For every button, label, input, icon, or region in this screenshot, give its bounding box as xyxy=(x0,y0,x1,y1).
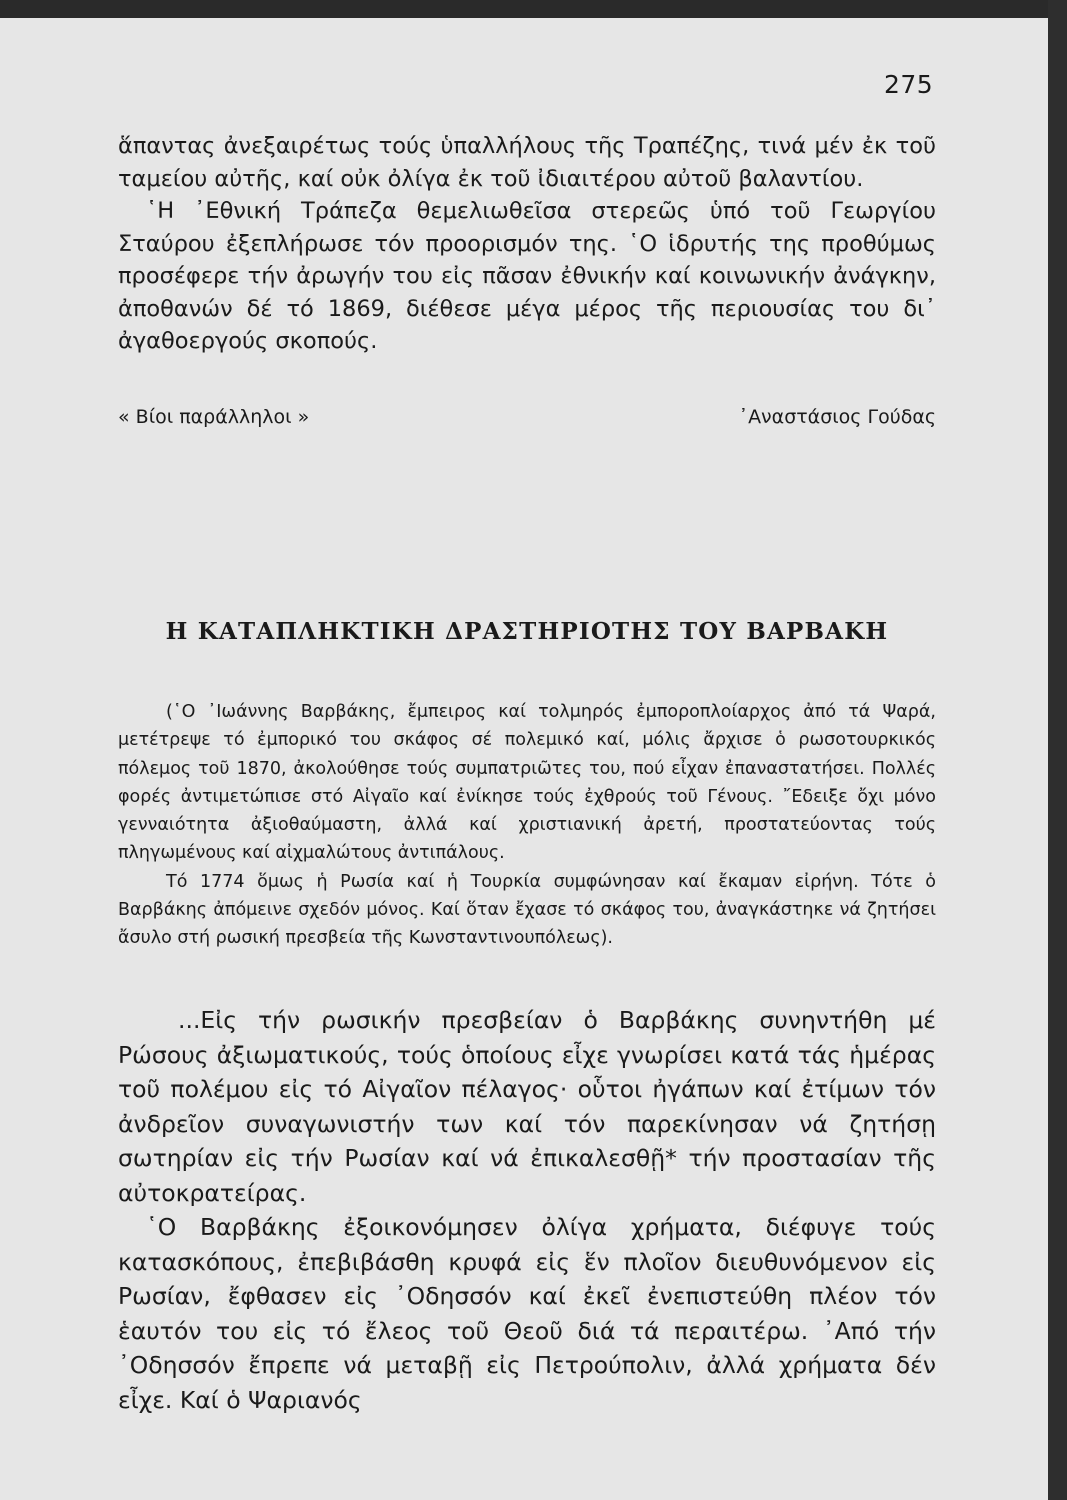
first-section-text xyxy=(118,130,936,358)
source-title: « Βίοι παράλληλοι » xyxy=(118,406,310,428)
scan-top-edge xyxy=(0,0,1067,18)
intro-paragraph: Τό 1774 ὅμως ἡ Ρωσία καί ἡ Τουρκία συμφώνησαν καί ἔκαμαν εἰρήνη. Τότε ὁ Βαρβάκης ἀπόμεινε σχεδόν μόνος. Καί ὅταν ἔχασε τό σκάφος του, ἀναγκάστηκε νά ζητήσει ἄσυλο στή ρωσική πρεσβεία τῆς Κωνσταντινουπόλεως). xyxy=(118,871,936,949)
book-page xyxy=(0,18,1048,1500)
intro-block xyxy=(118,698,936,953)
scan-right-edge xyxy=(1048,0,1067,1500)
page-number: 275 xyxy=(884,70,934,99)
paragraph: ...Εἰς τήν ρωσικήν πρεσβείαν ὁ Βαρβάκης συνηντήθη μέ Ρώσους ἀξιωματικούς, τούς ὁποίους εἶχε γνωρίσει κατά τάς ἡμέρας τοῦ πολέμου εἰς τό Αἰγαῖον πέλαγος· οὗτοι ἠγάπων καί ἐτίμων τόν ἀνδρεῖον συναγωνιστήν των καί τόν παρεκίνησαν νά ζητήσῃ σωτηρίαν εἰς τήν Ρωσίαν καί νά ἐπικαλεσθῇ* τήν προστασίαν τῆς αὐτοκρατείρας. xyxy=(118,1006,936,1207)
main-text xyxy=(118,1003,936,1417)
intro-paragraph: (῾Ο ᾿Ιωάννης Βαρβάκης, ἔμπειρος καί τολμηρός ἐμποροπλοίαρχος ἀπό τά Ψαρά, μετέτρεψε τό ἐμπορικό του σκάφος σέ πολεμικό καί, μόλις ἄρχισε ὁ ρωσοτουρκικός πόλεμος τοῦ 1870, ἀκολούθησε τούς συμπατριῶτες του, πού εἶχαν ἐπαναστατήσει. Πολλές φορές ἀντιμετώπισε στό Αἰγαῖο καί ἐνίκησε τούς ἐχθρούς τοῦ Γένους. ῎Εδειξε ὄχι μόνο γενναιότητα ἀξιοθαύμαστη, ἀλλά καί χριστιανική ἀρετή, προστατεύοντας τούς πληγωμένους καί αἰχμαλώτους ἀντιπάλους. xyxy=(118,702,936,864)
author-name: ᾿Αναστάσιος Γούδας xyxy=(738,406,936,428)
section-title: Η ΚΑΤΑΠΛΗΚΤΙΚΗ ΔΡΑΣΤΗΡΙΟΤΗΣ ΤΟΥ ΒΑΡΒΑΚΗ xyxy=(165,618,889,645)
paragraph: ἅπαντας ἀνεξαιρέτως τούς ὑπαλλήλους τῆς Τραπέζης, τινά μέν ἐκ τοῦ ταμείου αὐτῆς, καί οὐκ ὀλίγα ἐκ τοῦ ἰδιαιτέρου αὐτοῦ βαλαντίου. xyxy=(118,133,936,192)
paragraph: ῾Ο Βαρβάκης ἐξοικονόμησεν ὀλίγα χρήματα, διέφυγε τούς κατασκόπους, ἐπεβιβάσθη κρυφά εἰς ἕν πλοῖον διευθυνόμενον εἰς Ρωσίαν, ἔφθασεν εἰς ᾿Οδησσόν καί ἐκεῖ ἐνεπιστεύθη πλέον τόν ἑαυτόν του εἰς τό ἔλεος τοῦ Θεοῦ διά τά περαιτέρω. ᾿Από τήν ᾿Οδησσόν ἔπρεπε νά μεταβῇ εἰς Πετρούπολιν, ἀλλά χρήματα δέν εἶχε. Καί ὁ Ψαριανός xyxy=(118,1213,936,1414)
paragraph: ῾Η ᾿Εθνική Τράπεζα θεμελιωθεῖσα στερεῶς ὑπό τοῦ Γεωργίου Σταύρου ἐξεπλήρωσε τόν προορισμόν της. ῾Ο ἱδρυτής της προθύμως προσέφερε τήν ἀρωγήν του εἰς πᾶσαν ἐθνικήν καί κοινωνικήν ἀνάγκην, ἀποθανών δέ τό 1869, διέθεσε μέγα μέρος τῆς περιουσίας του δι᾿ ἀγαθοεργούς σκοπούς. xyxy=(118,198,936,354)
citation-line xyxy=(118,406,936,428)
